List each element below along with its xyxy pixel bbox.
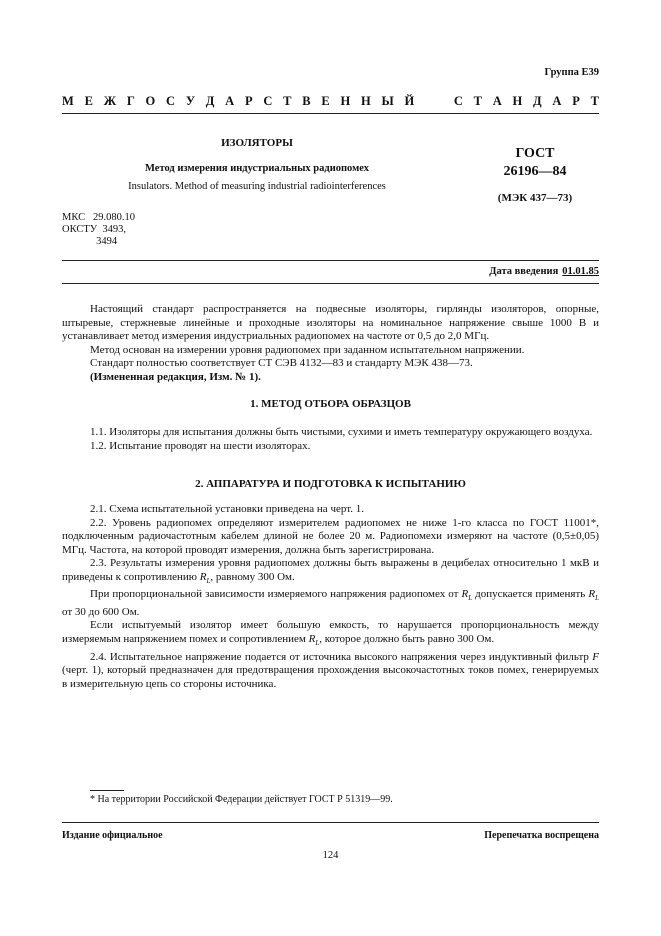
- clause-2-2: 2.2. Уровень радиопомех определяют измерителем радиопомех не ниже 1-го класса по ГОСТ 11001*, подключенным радиочастотным кабелем длиной не более 20 м. Радиопомехи измеряют на частоте (0,5±0,05) МГц. Частота, на которой проводят измерения, должна быть зарегистрирована.: [62, 516, 599, 556]
- iec-reference: (МЭК 437—73): [497, 192, 573, 204]
- banner-letter: Р: [572, 94, 580, 108]
- footnote-separator: [90, 790, 124, 791]
- banner-letter: Й: [404, 94, 415, 108]
- header-rule: [62, 113, 599, 114]
- banner-letter: Т: [590, 94, 599, 108]
- clause-1-2: 1.2. Испытание проводят на шести изоляторах.: [90, 439, 311, 452]
- banner-letter: О: [145, 94, 156, 108]
- var-l-sub: L: [206, 576, 211, 585]
- gost-label: ГОСТ: [515, 146, 555, 161]
- section-2-body: [62, 503, 599, 691]
- banner-letter: А: [492, 94, 502, 108]
- reprint-notice: Перепечатка воспрещена: [484, 830, 599, 841]
- banner-letter: С: [453, 94, 463, 108]
- banner-letter: А: [225, 94, 235, 108]
- banner-letter: Ж: [103, 94, 117, 108]
- section-1-title: 1. МЕТОД ОТБОРА ОБРАЗЦОВ: [250, 398, 411, 410]
- banner-letter: Н: [361, 94, 371, 108]
- okstu-code-2: 3494: [62, 236, 118, 247]
- footnote: * На территории Российской Федерации действует ГОСТ Р 51319—99.: [90, 794, 393, 805]
- banner-letter: Е: [84, 94, 93, 108]
- page-number: 124: [322, 850, 339, 861]
- var-f: F: [592, 650, 599, 663]
- clause-2-1: 2.1. Схема испытательной установки приведена на черт. 1.: [90, 503, 364, 515]
- gost-code: 26196—84: [503, 164, 567, 179]
- intro-amendment: (Измененная редакция, Изм. № 1).: [90, 370, 261, 383]
- banner-letter: В: [302, 94, 311, 108]
- group-code: Группа Е39: [544, 67, 599, 78]
- banner-letter: Т: [473, 94, 482, 108]
- intro-paragraph-3: Стандарт полностью соответствует СТ СЭВ 4132—83 и стандарту МЭК 438—73.: [90, 357, 473, 369]
- date-rule: [62, 260, 599, 261]
- official-edition: Издание официальное: [62, 830, 163, 841]
- intro-block: [62, 303, 599, 384]
- clause-2-3-proportional: При пропорциональной зависимости измеряемого напряжения радиопомех от $R_L$ допускается применять $R_L$ от 30 до 600 Ом.: [62, 588, 599, 618]
- effective-date-value: 01.01.85: [562, 266, 599, 277]
- banner-letter: Е: [321, 94, 330, 108]
- document-title: ИЗОЛЯТОРЫ: [221, 137, 293, 149]
- banner-letter: Г: [126, 94, 135, 108]
- banner-letter: М: [62, 94, 74, 108]
- clause-2-3: 2.3. Результаты измерения уровня радиопомех должны быть выражены в децибелах относительно 1 мкВ и приведены к сопротивлению $R_L$, равному 300 Ом.: [62, 557, 599, 585]
- clause-2-3-capacitance: Если испытуемый изолятор имеет большую емкость, то нарушается пропорциональность между измеряемым напряжением помех и сопротивлением $R_L$, которое должно быть равно 300 Ом.: [62, 619, 599, 648]
- footer-rule: [62, 822, 599, 823]
- section-1-body: [62, 426, 599, 453]
- standard-banner: [62, 94, 599, 109]
- banner-letter: Ы: [381, 94, 394, 108]
- banner-letter: Н: [512, 94, 523, 108]
- section-2-title: 2. АППАРАТУРА И ПОДГОТОВКА К ИСПЫТАНИЮ: [195, 478, 466, 490]
- document-title-english: Insulators. Method of measuring industrial radiointerferences: [128, 181, 386, 192]
- banner-letter: С: [166, 94, 176, 108]
- document-subtitle: Метод измерения индустриальных радиопомех: [145, 163, 369, 174]
- clause-1-1: 1.1. Изоляторы для испытания должны быть чистыми, сухими и иметь температуру окружающего воздуха.: [90, 426, 593, 438]
- banner-letter: С: [263, 94, 273, 108]
- mks-code: МКС 29.080.10: [62, 212, 135, 223]
- effective-date: [489, 266, 599, 277]
- date-rule-bottom: [62, 283, 599, 284]
- banner-letter: Д: [533, 94, 542, 108]
- banner-letter: А: [552, 94, 562, 108]
- var-r: R: [199, 570, 207, 583]
- clause-2-4: 2.4. Испытательное напряжение подается от источника высокого напряжения через индуктивный фильтр F (черт. 1), который предназначен для предотвращения прохождения высокочастотных токов помех, генерируемых в измерительную цепь со стороны источника.: [62, 650, 599, 690]
- banner-letter: Д: [205, 94, 215, 108]
- banner-letter: Т: [283, 94, 292, 108]
- banner-letter: Р: [244, 94, 253, 108]
- gost-number: [470, 145, 600, 181]
- banner-gap: [425, 94, 443, 109]
- classification-codes: [62, 212, 135, 248]
- okstu-code: ОКСТУ 3493,: [62, 224, 127, 235]
- intro-paragraph-1: Настоящий стандарт распространяется на подвесные изоляторы, гирлянды изоляторов, опорные, штыревые, стержневые линейные и проходные изоляторы на номинальное напряжение свыше 1000 В и устанавливает метод измерения индустриальных радиопомех на частоте от 0,5 до 2,0 МГц.: [62, 303, 599, 342]
- banner-letter: У: [185, 94, 196, 108]
- intro-paragraph-2: Метод основан на измерении уровня радиопомех при заданном испытательном напряжении.: [90, 343, 525, 356]
- banner-letter: Н: [340, 94, 351, 108]
- effective-date-label: Дата введения: [489, 266, 559, 277]
